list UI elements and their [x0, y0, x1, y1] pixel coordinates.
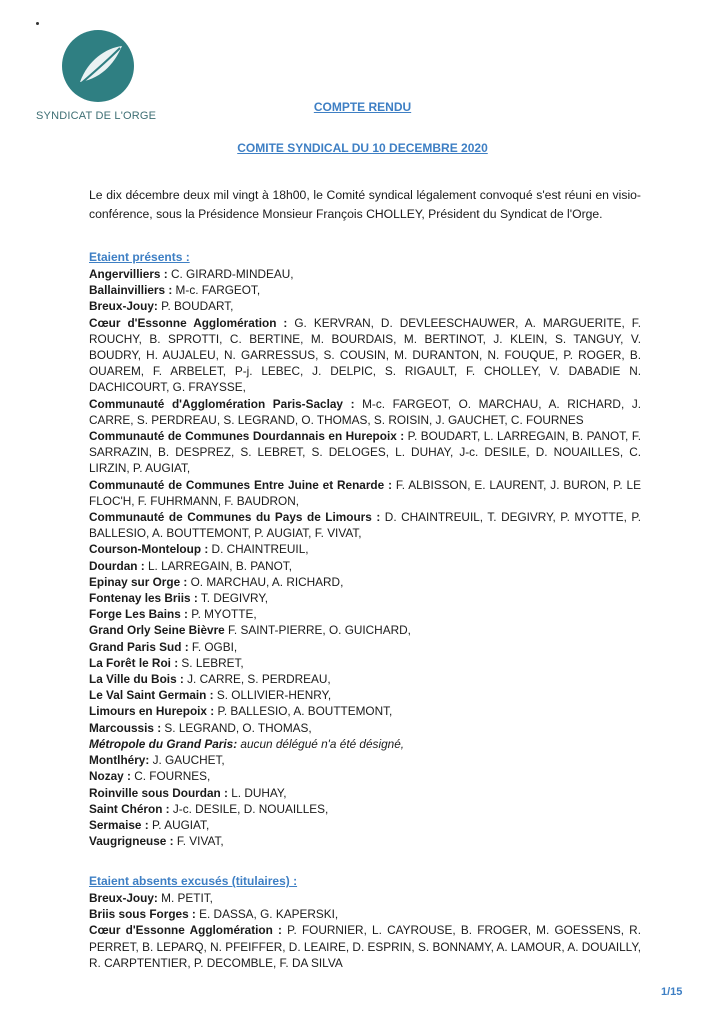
- entry-label: Cœur d'Essonne Agglomération :: [89, 315, 288, 330]
- list-item: [89, 687, 641, 703]
- list-item: [89, 622, 641, 638]
- list-item: [89, 801, 641, 817]
- list-item: [89, 298, 641, 314]
- list-item: [89, 720, 641, 736]
- entry-value: F. VIVAT,: [173, 834, 224, 849]
- entry-value: P. MYOTTE,: [187, 607, 257, 622]
- entry-value: P. BOUDART, L. LARREGAIN, B. PANOT, F. SARRAZIN, B. DESPREZ, S. LEBRET, S. DELOGES, L. DUHAY, J-c. DESILE, D. NOUAILLES, C. LIRZIN, P. AUGIAT,: [89, 429, 641, 476]
- entry-label: Communauté de Communes Dourdannais en Hurepoix :: [89, 429, 405, 444]
- entry-label: Ballainvilliers :: [89, 283, 173, 298]
- leaf-icon: [62, 30, 134, 102]
- list-item: [89, 606, 641, 622]
- entry-label: Saint Chéron :: [89, 801, 170, 816]
- entry-value: M-c. FARGEOT,: [172, 283, 261, 298]
- entry-label: Nozay :: [89, 769, 131, 784]
- entry-value: S. OLLIVIER-HENRY,: [213, 688, 332, 703]
- list-item: [89, 906, 641, 922]
- entry-label: Communauté d'Agglomération Paris-Saclay :: [89, 396, 355, 411]
- entry-label: Communauté de Communes du Pays de Limours :: [89, 510, 381, 525]
- entry-label: Limours en Hurepoix :: [89, 704, 215, 719]
- list-item: [89, 655, 641, 671]
- list-item: [89, 639, 641, 655]
- entry-value: M-c. FARGEOT, O. MARCHAU, A. RICHARD, J. CARRE, S. PERDREAU, S. LEGRAND, O. THOMAS, S. ROISIN, J. GAUCHET, C. FOURNES: [89, 396, 642, 427]
- list-item: [89, 736, 641, 752]
- entry-value: J. GAUCHET,: [149, 753, 225, 768]
- list-item: [89, 833, 641, 849]
- list-item: [89, 590, 641, 606]
- entry-value: D. CHAINTREUIL, T. DEGIVRY, P. MYOTTE, P. BALLESIO, A. BOUTTEMONT, P. AUGIAT, F. VIVAT,: [89, 510, 641, 541]
- entry-label: Communauté de Communes Entre Juine et Renarde :: [89, 477, 392, 492]
- entry-label: Breux-Jouy:: [89, 299, 158, 314]
- list-item: [89, 785, 641, 801]
- entry-value: L. DUHAY,: [227, 785, 287, 800]
- list-item: [89, 282, 641, 298]
- entry-label: Angervilliers :: [89, 267, 168, 281]
- entry-value: S. LEGRAND, O. THOMAS,: [161, 720, 312, 735]
- entry-value: F. OGBI,: [188, 639, 238, 654]
- intro-paragraph: Le dix décembre deux mil vingt à 18h00, le Comité syndical légalement convoqué s'est réuni en visio-conférence, sous la Présidence Monsieur François CHOLLEY, Président du Syndicat de l'Orge.: [89, 188, 641, 221]
- entry-value: J. CARRE, S. PERDREAU,: [183, 672, 331, 687]
- absent-heading: Etaient absents excusés (titulaires) :: [89, 874, 298, 888]
- entry-label: Forge Les Bains :: [89, 607, 188, 622]
- entry-value: O. MARCHAU, A. RICHARD,: [187, 574, 344, 589]
- entry-label: Le Val Saint Germain :: [89, 688, 214, 703]
- org-name: SYNDICAT DE L'ORGE: [36, 110, 157, 122]
- entry-value: P. FOURNIER, L. CAYROUSE, B. FROGER, M. GOESSENS, R. PERRET, B. LEPARQ, N. PFEIFFER, D. LEAIRE, D. ESPRIN, S. BONNAMY, A. LAMOUR, A. DOUAILLY, R. CARPTENTIER, P. DECOMBLE, F. DA SILVA: [89, 923, 641, 970]
- entry-label: Dourdan :: [89, 558, 145, 573]
- entry-value: E. DASSA, G. KAPERSKI,: [195, 907, 339, 922]
- list-item: [89, 703, 641, 719]
- entry-value: T. DEGIVRY,: [197, 591, 268, 606]
- page-number: 1/15: [661, 986, 683, 998]
- entry-value: S. LEBRET,: [178, 655, 244, 670]
- entry-label: Marcoussis :: [89, 720, 162, 735]
- entry-label: La Forêt le Roi :: [89, 655, 179, 670]
- entry-label: Epinay sur Orge :: [89, 574, 188, 589]
- present-heading: Etaient présents :: [89, 250, 190, 264]
- list-item: [89, 817, 641, 833]
- entry-value: G. KERVRAN, D. DEVLEESCHAUWER, A. MARGUERITE, F. ROUCHY, B. SPROTTI, C. BERTINE, M. BOURDAIS, M. BERTINOT, J. KLEIN, S. TANGUY, V. BOUDRY, H. AUJALEU, N. GARRESSUS, S. COUSIN, M. DURANTON, N. FOUQUE, P. ROGER, B. OUAREM, F. ARBELET, P-j. LEBEC, J. DELPIC, S. RIGAULT, F. CHOLLEY, V. DABADIE N. DACHICOURT, G. FRAYSSE,: [89, 315, 641, 395]
- entry-value: C. GIRARD-MINDEAU,: [167, 267, 294, 281]
- entry-value: P. BALLESIO, A. BOUTTEMONT,: [214, 704, 393, 719]
- list-item: [89, 574, 641, 590]
- entry-label: Fontenay les Briis :: [89, 591, 198, 606]
- entry-label: Briis sous Forges :: [89, 907, 196, 922]
- list-item: [89, 266, 641, 282]
- list-item: [89, 541, 641, 557]
- entry-label: Métropole du Grand Paris:: [89, 736, 238, 751]
- entry-label: Courson-Monteloup :: [89, 542, 209, 557]
- entry-label: Vaugrigneuse :: [89, 834, 174, 849]
- list-item: [89, 428, 641, 477]
- entry-value: C. FOURNES,: [130, 769, 211, 784]
- entry-label: Grand Paris Sud :: [89, 639, 189, 654]
- entry-label: Cœur d'Essonne Agglomération :: [89, 923, 282, 938]
- list-item: [89, 509, 641, 541]
- entry-value: F. ALBISSON, E. LAURENT, J. BURON, P. LE FLOC'H, F. FUHRMANN, F. BAUDRON,: [89, 477, 641, 508]
- entry-value: P. BOUDART,: [157, 299, 234, 314]
- list-item: [89, 477, 641, 509]
- list-item: [89, 315, 641, 396]
- list-item: [89, 768, 641, 784]
- page-subtitle: COMITE SYNDICAL DU 10 DECEMBRE 2020: [237, 141, 488, 155]
- list-item: [89, 671, 641, 687]
- entry-label: Breux-Jouy:: [89, 891, 158, 905]
- list-item: [89, 922, 641, 971]
- list-item: [89, 396, 641, 428]
- list-item: [89, 558, 641, 574]
- entry-value: L. LARREGAIN, B. PANOT,: [144, 558, 292, 573]
- present-list: [89, 266, 641, 849]
- list-item: [89, 752, 641, 768]
- entry-value: aucun délégué n'a été désigné,: [237, 736, 405, 751]
- entry-value: M. PETIT,: [157, 891, 213, 905]
- entry-value: J-c. DESILE, D. NOUAILLES,: [169, 801, 329, 816]
- entry-label: Montlhéry:: [89, 753, 150, 768]
- entry-value: F. SAINT-PIERRE, O. GUICHARD,: [224, 623, 411, 638]
- entry-label: La Ville du Bois :: [89, 672, 184, 687]
- page-title: COMPTE RENDU: [313, 100, 412, 114]
- entry-label: Roinville sous Dourdan :: [89, 785, 228, 800]
- absent-list: [89, 890, 641, 971]
- entry-label: Sermaise :: [89, 817, 149, 832]
- entry-label: Grand Orly Seine Bièvre: [89, 623, 225, 638]
- list-item: [89, 890, 641, 906]
- scan-dot: [36, 22, 39, 25]
- entry-value: D. CHAINTREUIL,: [208, 542, 309, 557]
- entry-value: P. AUGIAT,: [148, 817, 210, 832]
